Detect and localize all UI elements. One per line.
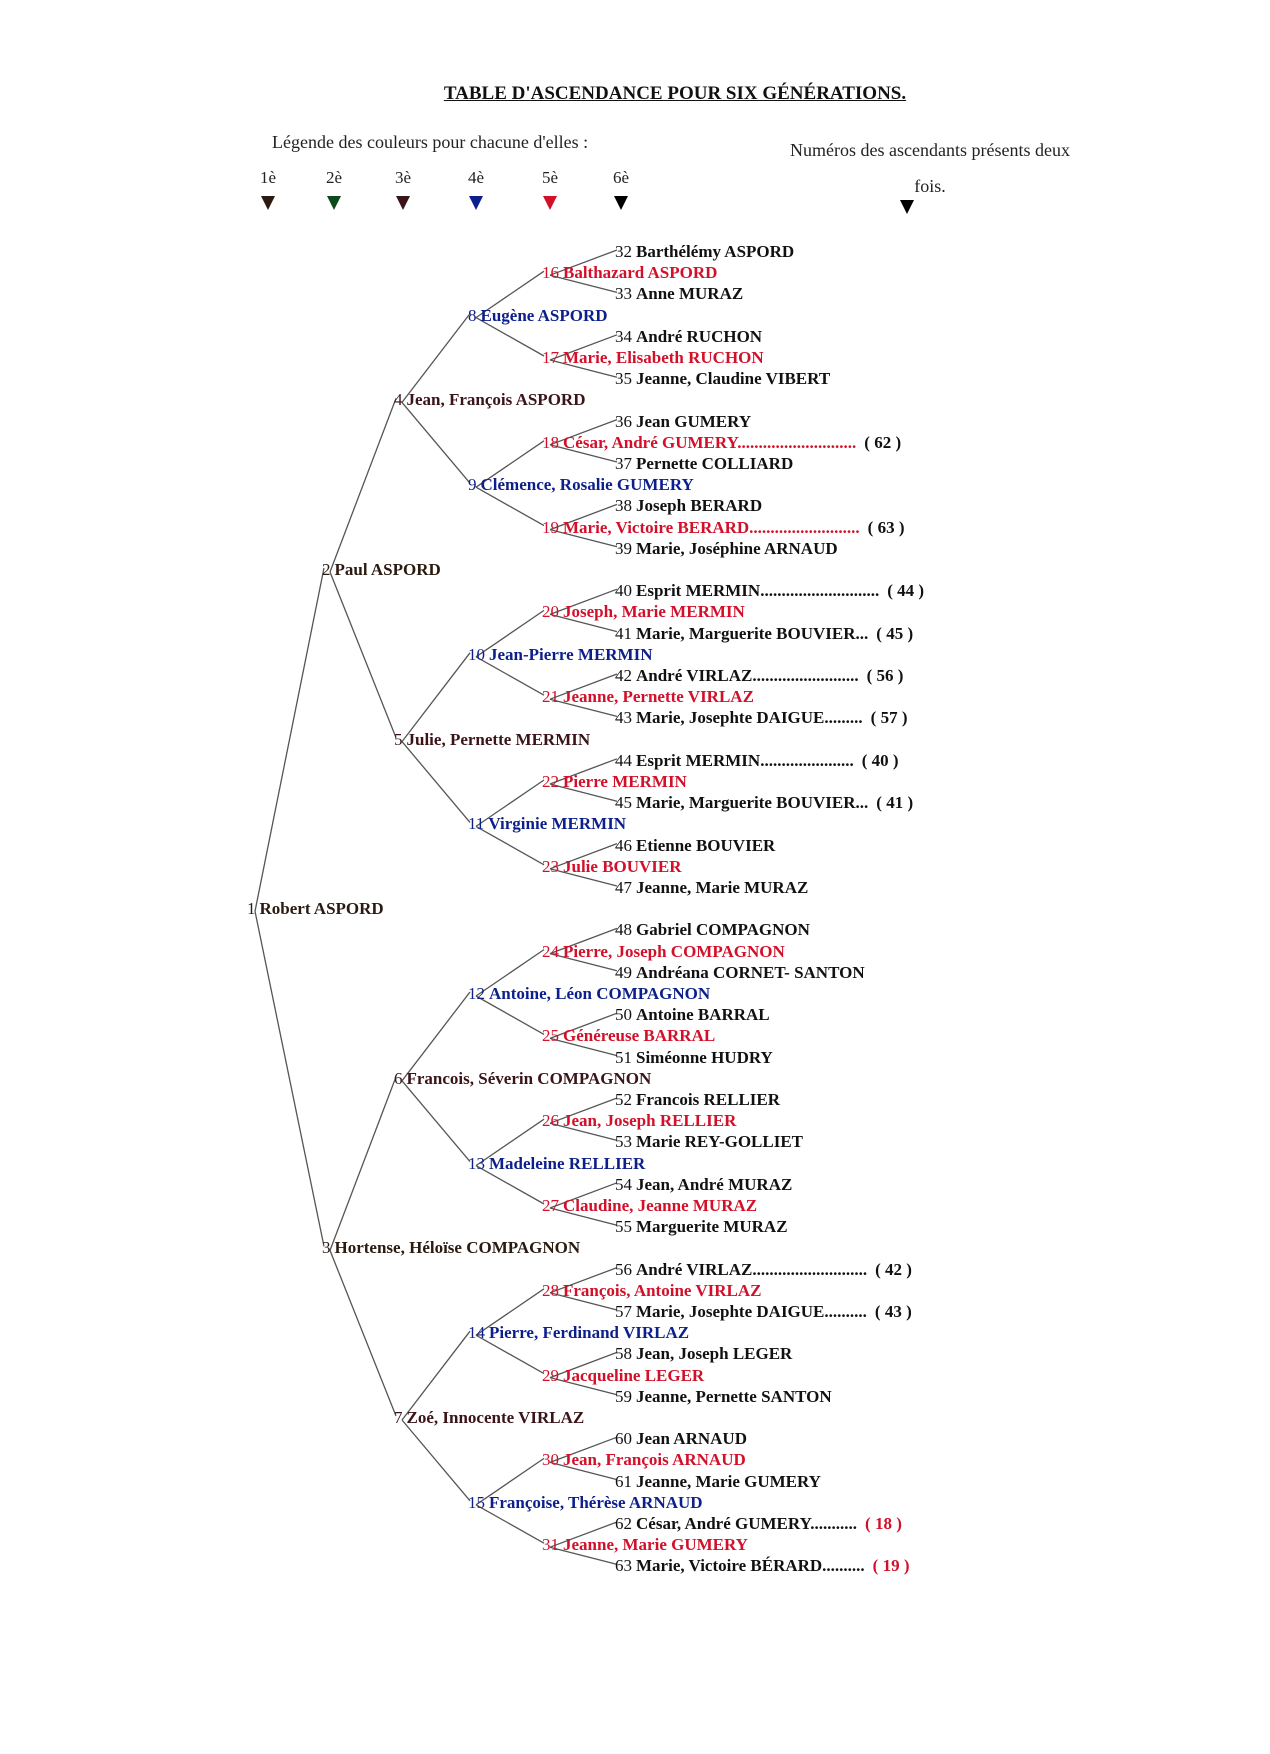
connector-6-13 <box>402 1081 470 1162</box>
legend-generation-label: 4è <box>467 168 485 187</box>
person-number: 16 <box>542 263 559 283</box>
person-number: 53 <box>615 1132 632 1152</box>
person-name: Francois, Séverin COMPAGNON <box>406 1068 652 1088</box>
person-number: 30 <box>542 1450 559 1470</box>
person-name: Madeleine RELLIER <box>489 1153 646 1173</box>
leader-dots: .......... <box>824 1302 867 1321</box>
person-name: Balthazard ASPORD <box>563 263 718 283</box>
person-number: 49 <box>615 962 632 982</box>
person-42 <box>615 666 903 686</box>
person-number: 39 <box>615 538 632 558</box>
person-name: Pierre, Joseph COMPAGNON <box>563 941 785 961</box>
person-40 <box>615 581 924 601</box>
person-name: Jeanne, Marie GUMERY <box>636 1471 821 1491</box>
person-31 <box>542 1535 748 1555</box>
person-59 <box>615 1387 832 1407</box>
person-number: 11 <box>468 814 485 834</box>
person-number: 8 <box>468 305 477 325</box>
person-number: 15 <box>468 1492 485 1512</box>
person-name: Marie, Marguerite BOUVIER... <box>636 623 869 643</box>
person-number: 23 <box>542 856 559 876</box>
person-number: 17 <box>542 348 559 367</box>
person-21 <box>542 687 754 707</box>
person-number: 40 <box>615 581 632 601</box>
person-name: Pernette COLLIARD <box>636 454 794 473</box>
person-22 <box>542 772 687 792</box>
person-number: 6 <box>394 1068 403 1088</box>
person-19 <box>542 518 905 538</box>
person-name: André VIRLAZ <box>636 666 753 685</box>
person-name: Eugène ASPORD <box>480 305 608 325</box>
person-name: Gabriel COMPAGNON <box>636 920 810 940</box>
person-number: 59 <box>615 1386 632 1406</box>
person-number: 9 <box>468 475 477 495</box>
person-name: César, André GUMERY <box>563 432 738 452</box>
person-number: 38 <box>615 496 632 516</box>
connector-4-8 <box>402 314 470 403</box>
leader-dots: ......... <box>824 708 863 728</box>
person-name: César, André GUMERY <box>636 1514 811 1533</box>
person-number: 29 <box>542 1365 559 1385</box>
person-number: 10 <box>468 644 485 664</box>
person-name: Jean, Joseph LEGER <box>636 1344 793 1364</box>
person-name: Jeanne, Pernette VIRLAZ <box>563 687 754 707</box>
person-name: Pierre MERMIN <box>563 772 687 791</box>
person-number: 50 <box>615 1005 632 1025</box>
person-1 <box>247 899 384 919</box>
person-23 <box>542 857 682 877</box>
person-name: Hortense, Héloïse COMPAGNON <box>334 1238 581 1258</box>
person-41 <box>615 624 913 644</box>
person-name: Marie, Josephte DAIGUE <box>636 1302 825 1321</box>
person-number: 35 <box>615 369 632 389</box>
duplicate-reference: ( 62 ) <box>864 432 902 452</box>
person-number: 42 <box>615 666 632 685</box>
person-47 <box>615 878 808 898</box>
person-number: 63 <box>615 1556 632 1576</box>
legend-generation-label: 6è <box>612 168 630 187</box>
person-name: Virginie MERMIN <box>488 814 627 834</box>
person-number: 51 <box>615 1047 632 1067</box>
leader-dots: ...................... <box>760 750 854 770</box>
duplicate-reference: ( 56 ) <box>866 666 904 685</box>
person-name: Marie, Marguerite BOUVIER... <box>636 793 869 813</box>
person-54 <box>615 1175 792 1195</box>
connector-2-5 <box>330 572 396 738</box>
person-38 <box>615 496 762 516</box>
person-7 <box>394 1408 584 1428</box>
connector-7-15 <box>402 1420 470 1501</box>
legend-generation-label: 1è <box>259 168 277 187</box>
person-name: Marie, Victoire BÉRARD <box>636 1556 823 1576</box>
person-number: 62 <box>615 1514 632 1533</box>
person-name: Esprit MERMIN <box>636 750 761 770</box>
person-2 <box>322 560 441 580</box>
legend-label: Légende des couleurs pour chacune d'elles : <box>272 132 589 152</box>
connector-5-11 <box>402 742 470 823</box>
person-name: Antoine, Léon COMPAGNON <box>489 984 711 1003</box>
person-name: Généreuse BARRAL <box>563 1026 716 1046</box>
duplicate-reference: ( 63 ) <box>867 517 905 537</box>
person-number: 56 <box>615 1259 632 1279</box>
person-53 <box>615 1132 803 1152</box>
person-60 <box>615 1429 747 1449</box>
person-4 <box>394 390 585 410</box>
person-17 <box>542 348 764 368</box>
leader-dots: ........... <box>810 1514 858 1533</box>
person-name: Francois RELLIER <box>636 1090 781 1109</box>
person-name: Jean GUMERY <box>636 411 752 431</box>
person-name: Marie, Victoire BERARD <box>563 517 750 537</box>
person-number: 26 <box>542 1111 559 1131</box>
person-43 <box>615 708 907 728</box>
connector-1-3 <box>255 911 324 1246</box>
person-55 <box>615 1217 788 1237</box>
duplicate-reference: ( 19 ) <box>872 1556 910 1576</box>
person-name: Robert ASPORD <box>259 899 384 919</box>
person-number: 20 <box>542 602 559 622</box>
person-28 <box>542 1281 762 1301</box>
person-name: Marie, Elisabeth RUCHON <box>563 348 764 367</box>
person-name: Claudine, Jeanne MURAZ <box>563 1196 758 1215</box>
duplicate-reference: ( 57 ) <box>870 708 908 728</box>
person-name: Jean, André MURAZ <box>636 1174 793 1194</box>
person-27 <box>542 1196 757 1216</box>
person-18 <box>542 433 901 453</box>
person-number: 32 <box>615 242 632 261</box>
person-name: Julie BOUVIER <box>563 856 682 876</box>
person-number: 7 <box>394 1408 403 1427</box>
person-36 <box>615 412 751 432</box>
person-number: 19 <box>542 517 559 537</box>
person-number: 14 <box>468 1323 485 1343</box>
person-number: 37 <box>615 454 632 473</box>
person-61 <box>615 1472 821 1492</box>
person-name: Antoine BARRAL <box>636 1005 770 1025</box>
duplicate-reference: ( 45 ) <box>876 623 914 643</box>
duplicate-reference: ( 43 ) <box>874 1302 912 1321</box>
person-name: Marie REY-GOLLIET <box>636 1132 804 1152</box>
person-58 <box>615 1344 792 1364</box>
person-name: Françoise, Thérèse ARNAUD <box>489 1492 703 1512</box>
person-name: André VIRLAZ <box>636 1259 753 1279</box>
person-5 <box>394 730 590 750</box>
duplicate-reference: ( 18 ) <box>865 1514 902 1533</box>
connector-3-6 <box>330 1077 396 1251</box>
person-name: Marie, Joséphine ARNAUD <box>636 538 838 558</box>
person-30 <box>542 1450 746 1470</box>
person-name: Marie, Josephte DAIGUE <box>636 708 825 728</box>
person-number: 28 <box>542 1280 559 1300</box>
leader-dots: ............................ <box>760 581 880 601</box>
person-number: 41 <box>615 623 632 643</box>
legend-generation-label: 2è <box>325 168 343 187</box>
person-12 <box>468 984 710 1004</box>
person-25 <box>542 1026 715 1046</box>
person-number: 54 <box>615 1174 632 1194</box>
connector-3-7 <box>330 1250 396 1416</box>
person-9 <box>468 475 694 495</box>
person-26 <box>542 1111 736 1131</box>
person-number: 25 <box>542 1026 559 1046</box>
person-name: Pierre, Ferdinand VIRLAZ <box>489 1323 690 1343</box>
person-number: 27 <box>542 1196 559 1215</box>
person-name: Jeanne, Claudine VIBERT <box>636 369 831 389</box>
duplicate-reference: ( 40 ) <box>861 750 899 770</box>
person-name: Zoé, Innocente VIRLAZ <box>406 1408 585 1427</box>
person-number: 52 <box>615 1090 632 1109</box>
person-number: 13 <box>468 1153 485 1173</box>
person-24 <box>542 942 785 962</box>
person-name: Jeanne, Marie MURAZ <box>636 878 809 897</box>
person-number: 61 <box>615 1471 632 1491</box>
person-name: Julie, Pernette MERMIN <box>406 729 591 749</box>
person-name: Jacqueline LEGER <box>563 1365 705 1385</box>
person-number: 21 <box>542 687 559 707</box>
person-name: Jean-Pierre MERMIN <box>489 644 653 664</box>
person-number: 24 <box>542 941 559 961</box>
person-name: Anne MURAZ <box>636 284 744 304</box>
person-3 <box>322 1238 580 1258</box>
person-35 <box>615 369 830 389</box>
leader-dots: .......... <box>822 1556 865 1576</box>
person-10 <box>468 645 653 665</box>
person-number: 46 <box>615 835 632 855</box>
person-number: 34 <box>615 326 632 346</box>
person-name: André RUCHON <box>636 326 763 346</box>
person-37 <box>615 454 793 474</box>
person-number: 3 <box>322 1238 331 1258</box>
connector-7-14 <box>402 1331 470 1420</box>
person-29 <box>542 1366 704 1386</box>
connector-4-9 <box>402 402 470 483</box>
person-6 <box>394 1069 651 1089</box>
person-number: 55 <box>615 1217 632 1237</box>
person-number: 22 <box>542 772 559 791</box>
person-number: 48 <box>615 920 632 940</box>
duplicate-reference: ( 44 ) <box>887 581 925 601</box>
person-name: Jean, Joseph RELLIER <box>563 1111 737 1131</box>
person-32 <box>615 242 794 262</box>
person-name: Joseph BERARD <box>636 496 763 516</box>
person-number: 57 <box>615 1302 632 1321</box>
person-number: 33 <box>615 284 632 304</box>
person-number: 43 <box>615 708 632 728</box>
person-number: 4 <box>394 390 403 410</box>
person-39 <box>615 539 838 559</box>
person-name: Esprit MERMIN <box>636 581 761 601</box>
person-50 <box>615 1005 770 1025</box>
person-15 <box>468 1493 703 1513</box>
connector-5-10 <box>402 653 470 742</box>
person-name: Jean ARNAUD <box>636 1429 747 1449</box>
leader-dots: .......................... <box>749 517 860 537</box>
person-34 <box>615 327 762 347</box>
person-46 <box>615 836 775 856</box>
person-48 <box>615 920 810 940</box>
leader-dots: ............................ <box>737 432 857 452</box>
person-49 <box>615 963 865 983</box>
page-title: TABLE D'ASCENDANCE POUR SIX GÉNÉRATIONS. <box>443 83 907 104</box>
person-number: 36 <box>615 411 632 431</box>
person-number: 18 <box>542 432 559 452</box>
person-16 <box>542 263 717 283</box>
person-name: François, Antoine VIRLAZ <box>563 1280 762 1300</box>
duplicate-reference: ( 41 ) <box>876 793 914 813</box>
person-name: Siméonne HUDRY <box>636 1047 773 1067</box>
person-name: Jeanne, Pernette SANTON <box>636 1386 832 1406</box>
person-8 <box>468 306 608 326</box>
person-number: 2 <box>322 560 331 579</box>
person-name: Paul ASPORD <box>334 560 441 579</box>
person-52 <box>615 1090 780 1110</box>
person-name: Marguerite MURAZ <box>636 1217 788 1237</box>
person-number: 47 <box>615 878 632 897</box>
connector-6-12 <box>402 992 470 1081</box>
connector-2-4 <box>330 398 396 572</box>
person-45 <box>615 793 913 813</box>
legend-generation-label: 5è <box>541 168 559 187</box>
duplicates-label: Numéros des ascendants présents deux fois. <box>790 140 1070 196</box>
person-63 <box>615 1556 910 1576</box>
connector-1-2 <box>255 568 324 911</box>
person-62 <box>615 1514 902 1534</box>
person-name: Jeanne, Marie GUMERY <box>563 1535 748 1555</box>
person-number: 58 <box>615 1344 632 1364</box>
person-name: Jean, François ASPORD <box>406 390 586 410</box>
person-number: 31 <box>542 1535 559 1555</box>
person-name: Etienne BOUVIER <box>636 835 776 855</box>
person-44 <box>615 751 899 771</box>
person-11 <box>468 814 626 834</box>
person-number: 44 <box>615 750 632 770</box>
person-number: 5 <box>394 729 403 749</box>
person-57 <box>615 1302 912 1322</box>
legend-generation-label: 3è <box>394 168 412 187</box>
person-14 <box>468 1323 689 1343</box>
leader-dots: ......................... <box>752 666 859 685</box>
person-name: Joseph, Marie MERMIN <box>563 602 745 622</box>
duplicate-reference: ( 42 ) <box>875 1259 912 1279</box>
person-number: 45 <box>615 793 632 813</box>
person-name: Andréana CORNET- SANTON <box>636 962 865 982</box>
person-20 <box>542 602 745 622</box>
person-name: Jean, François ARNAUD <box>563 1450 746 1470</box>
leader-dots: ........................... <box>752 1259 868 1279</box>
person-number: 1 <box>247 899 256 919</box>
person-56 <box>615 1260 912 1280</box>
person-33 <box>615 284 743 304</box>
person-13 <box>468 1154 645 1174</box>
person-51 <box>615 1048 773 1068</box>
person-name: Barthélémy ASPORD <box>636 242 795 261</box>
person-name: Clémence, Rosalie GUMERY <box>480 475 694 495</box>
person-number: 60 <box>615 1429 632 1449</box>
person-number: 12 <box>468 984 485 1003</box>
